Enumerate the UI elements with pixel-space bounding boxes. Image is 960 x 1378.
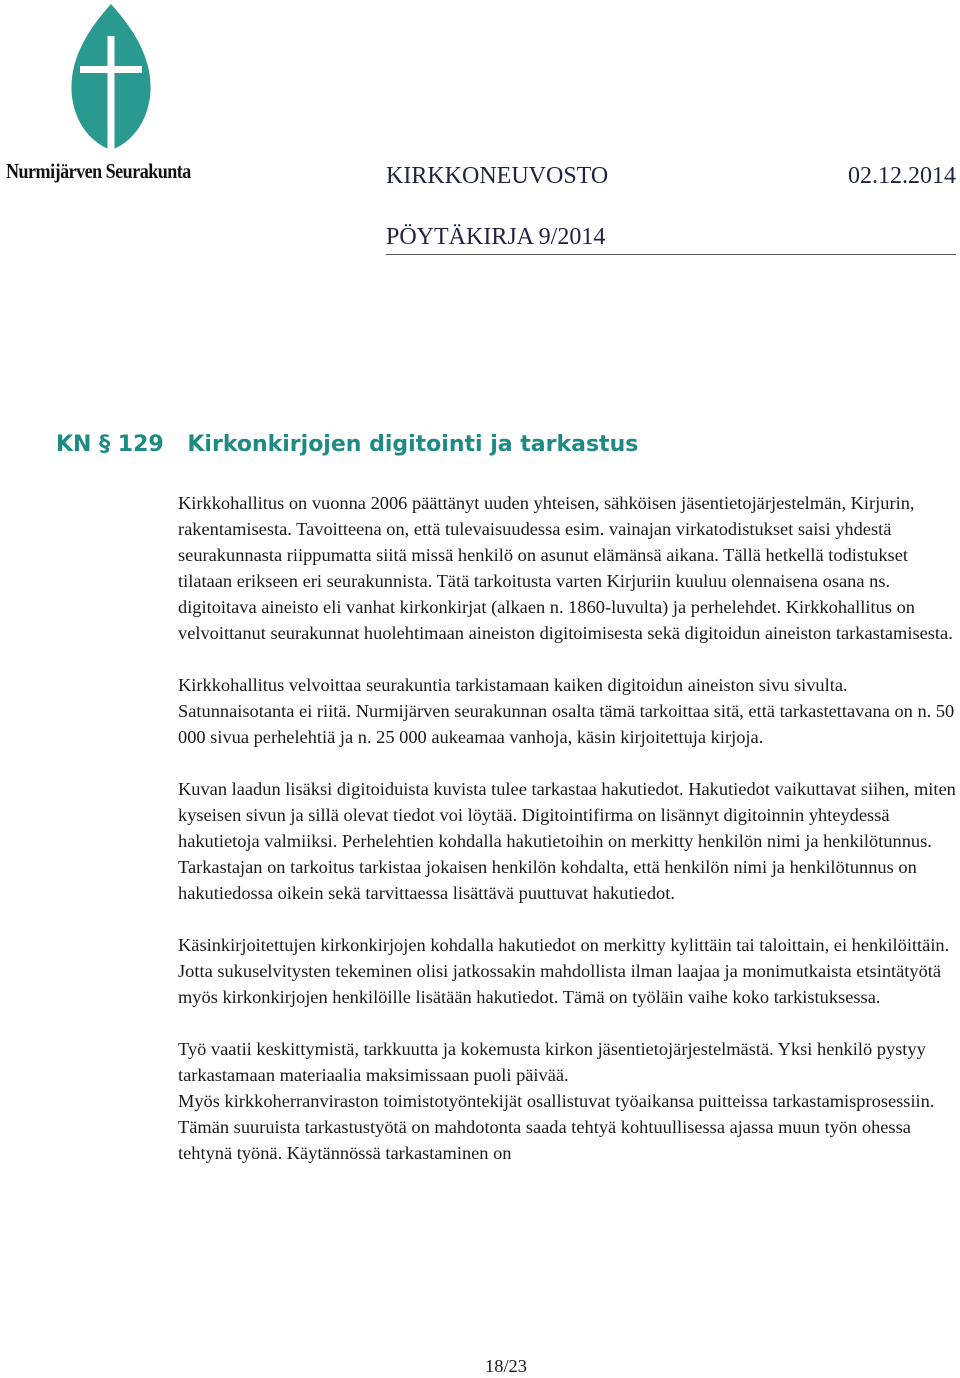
document-subtitle: PÖYTÄKIRJA 9/2014 xyxy=(386,224,606,250)
org-name: Nurmijärven Seurakunta xyxy=(6,159,191,183)
body-text xyxy=(178,490,958,1192)
section-title: Kirkonkirjojen digitointi ja tarkastus xyxy=(187,432,639,457)
paragraph: Kirkkohallitus on vuonna 2006 päättänyt uuden yhteisen, sähköisen jäsentietojärjestelmän, Kirjurin, rakentamisesta. Tavoitteena on, että tulevaisuudessa esim. vainajan virkatodistukset saisi yhdestä seurakunnasta riippumatta siitä missä henkilö on asunut elämänsä aikana. Tällä hetkellä todistukset tilataan erikseen eri seurakunnista. Tätä tarkoitusta varten Kirjuriin kuuluu olennaisena osana ns. digitoitava aineisto eli vanhat kirkonkirjat (alkaen n. 1860-luvulta) ja perhelehdet. Kirkkohallitus on velvoittanut seurakunnat huolehtimaan aineiston digitoimisesta sekä digitoidun aineiston tarkastamisesta. xyxy=(178,493,953,643)
section-heading xyxy=(56,432,638,457)
document-date: 02.12.2014 xyxy=(848,163,956,189)
paragraph: Myös kirkkoherranviraston toimistotyöntekijät osallistuvat työaikansa puitteissa tarkastamisprosessiin. Tämän suuruista tarkastustyötä on mahdotonta saada tehtyä kohtuullisessa ajassa muun työn ohessa tehtynä työnä. Käytännössä tarkastaminen on xyxy=(178,1091,935,1163)
page-number: 18/23 xyxy=(485,1356,527,1376)
paragraph: Käsinkirjoitettujen kirkonkirjojen kohdalla hakutiedot on merkitty kylittäin tai taloittain, ei henkilöittäin. Jotta sukuselvitysten tekeminen olisi jatkossakin mahdollista ilman laajaa ja monimutkaista etsintätyötä myös kirkonkirjojen henkilöille lisätään hakutiedot. Tämä on työläin vaihe koko tarkistuksessa. xyxy=(178,935,950,1007)
section-number: KN § 129 xyxy=(56,432,164,457)
paragraph: Kirkkohallitus velvoittaa seurakuntia tarkistamaan kaiken digitoidun aineiston sivu sivulta. Satunnaisotanta ei riitä. Nurmijärven seurakunnan osalta tämä tarkoittaa sitä, että tarkastettavana on n. 50 000 sivua perhelehtiä ja n. 25 000 aukeamaa vanhoja, käsin kirjoitettuja kirjoja. xyxy=(178,675,955,747)
document-title: KIRKKONEUVOSTO xyxy=(386,163,609,189)
leaf-cross-icon xyxy=(66,2,156,152)
paragraph: Kuvan laadun lisäksi digitoiduista kuvista tulee tarkastaa hakutiedot. Hakutiedot vaikuttavat siihen, miten kyseisen sivun ja sillä olevat tiedot voi löytää. Digitointifirma on lisännyt digitoinnin yhteydessä hakutietoja valmiiksi. Perhelehtien kohdalla hakutietoihin on merkitty henkilön nimi ja henkilötunnus. Tarkastajan on tarkoitus tarkistaa jokaisen henkilön kohdalta, että henkilön nimi ja henkilötunnus on hakutiedossa oikein sekä tarvittaessa lisättävä puuttuvat hakutiedot. xyxy=(178,779,956,903)
paragraph: Työ vaatii keskittymistä, tarkkuutta ja kokemusta kirkon jäsentietojärjestelmästä. Yksi henkilö pystyy tarkastamaan materiaalia maksimissaan puoli päivää. xyxy=(178,1039,926,1085)
header-divider xyxy=(386,254,956,255)
church-logo xyxy=(4,2,219,187)
